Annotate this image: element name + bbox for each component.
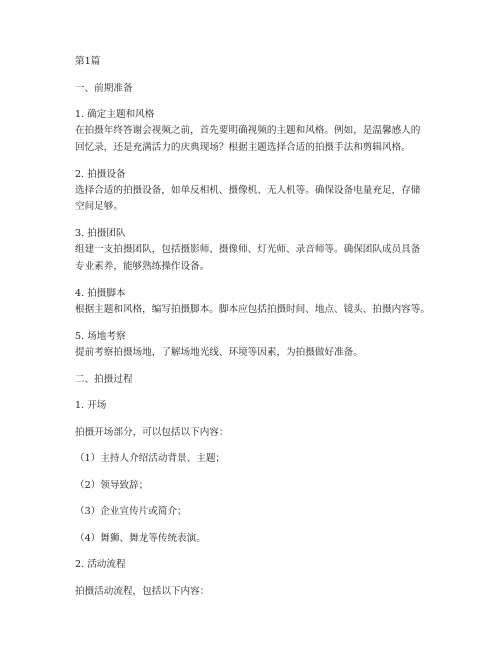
paragraph	[75, 123, 437, 156]
paragraph	[75, 183, 437, 216]
list-item: （4）舞狮、舞龙等传统表演。	[75, 532, 206, 544]
list-item: （3）企业宣传片或简介；	[75, 506, 187, 517]
paragraph	[75, 242, 437, 275]
section-heading: 二、拍摄过程	[75, 373, 133, 385]
paragraph-line: 空间足够。	[75, 201, 123, 212]
paragraph-line: 拍摄活动流程，包括以下内容：	[75, 585, 210, 597]
chapter-title: 第1篇	[75, 56, 101, 67]
paragraph-line: 根据主题和风格，编写拍摄脚本。脚本应包括拍摄时间、地点、镜头、拍摄内容等。	[75, 303, 430, 315]
paragraph-line: 提前考察拍摄场地，了解场地光线、环境等因素，为拍摄做好准备。	[75, 346, 363, 358]
paragraph-line: 拍摄开场部分，可以包括以下内容：	[75, 426, 229, 438]
item-title: 3. 拍摄团队	[75, 228, 126, 239]
item-title: 5. 场地考察	[75, 330, 126, 342]
paragraph	[75, 345, 437, 362]
paragraph-line: 回忆录，还是充满活力的庆典现场？根据主题选择合适的拍摄手法和剪辑风格。	[75, 141, 411, 153]
item-title: 2. 活动流程	[75, 559, 126, 570]
item-title: 1. 开场	[75, 400, 107, 411]
paragraph-line: 选择合适的拍摄设备，如单反相机、摄像机、无人机等。确保设备电量充足，存储	[75, 184, 421, 196]
paragraph-line: 组建一支拍摄团队，包括摄影师、摄像师、灯光师、录音师等。确保团队成员具备	[75, 244, 421, 255]
list-item: （1）主持人介绍活动背景、主题；	[75, 453, 226, 464]
item-title: 4. 拍摄脚本	[75, 287, 126, 299]
paragraph-line: 专业素养，能够熟练操作设备。	[75, 260, 210, 272]
list-item: （2）领导致辞；	[75, 479, 149, 491]
paragraph-line: 在拍摄年终答谢会视频之前，首先要明确视频的主题和风格。例如，是温馨感人的	[75, 125, 421, 136]
section-heading: 一、前期准备	[75, 82, 133, 94]
item-title: 2. 拍摄设备	[75, 168, 126, 180]
item-title: 1. 确定主题和风格	[75, 109, 155, 120]
paragraph	[75, 302, 437, 319]
